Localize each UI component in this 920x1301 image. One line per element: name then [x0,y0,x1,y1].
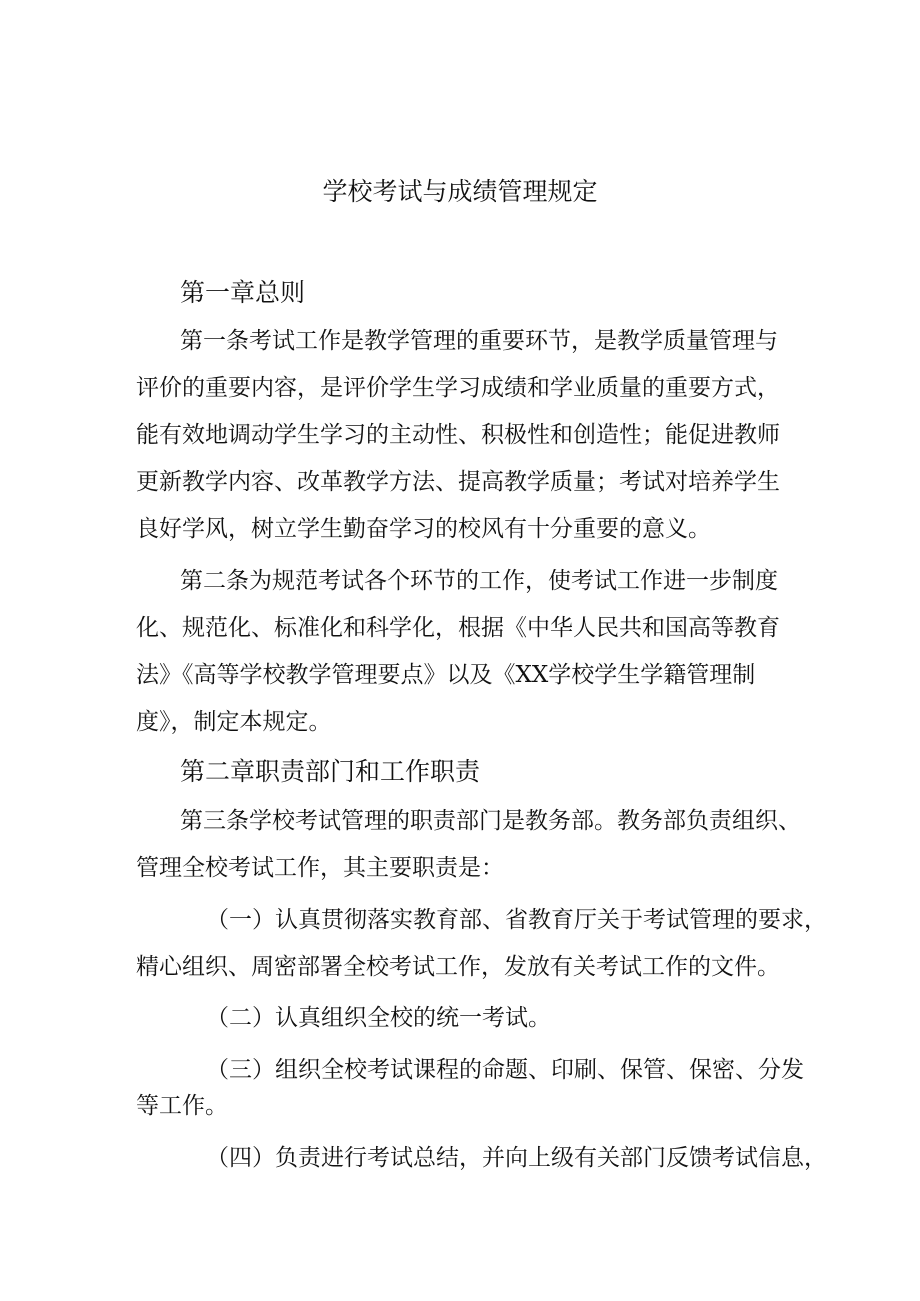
chapter2-heading: 第二章职责部门和工作职责 [180,757,481,786]
paragraph-line: 第一条考试工作是教学管理的重要环节，是教学质量管理与 [180,328,778,354]
document-title: 学校考试与成绩管理规定 [322,177,598,206]
paragraph-line: 更新教学内容、改革教学方法、提高教学质量；考试对培养学生 [136,469,780,495]
paragraph-line: （三）组织全校考试课程的命题、印刷、保管、保密、分发 [206,1057,804,1083]
paragraph-line: 等工作。 [136,1093,228,1119]
paragraph-line: （二）认真组织全校的统一考试。 [206,1005,551,1031]
paragraph-line: （四）负责进行考试总结，并向上级有关部门反馈考试信息， [206,1145,827,1171]
paragraph-line: 良好学风，树立学生勤奋学习的校风有十分重要的意义。 [136,516,711,542]
paragraph-line: 精心组织、周密部署全校考试工作，发放有关考试工作的文件。 [136,954,780,980]
paragraph-line: 能有效地调动学生学习的主动性、积极性和创造性；能促进教师 [136,422,780,448]
paragraph-line: 法》《高等学校教学管理要点》以及《XX学校学生学籍管理制 [136,662,756,688]
chapter1-heading: 第一章总则 [180,278,306,307]
paragraph-line: 度》，制定本规定。 [136,709,332,735]
paragraph-line: 化、规范化、标准化和科学化，根据《中华人民共和国高等教育 [136,615,780,641]
paragraph-line: 第二条为规范考试各个环节的工作，使考试工作进一步制度 [180,568,778,594]
paragraph-line: 第三条学校考试管理的职责部门是教务部。教务部负责组织、 [180,808,801,834]
paragraph-line: （一）认真贯彻落实教育部、省教育厅关于考试管理的要求， [206,907,827,933]
paragraph-line: 管理全校考试工作，其主要职责是： [136,855,504,881]
paragraph-line: 评价的重要内容，是评价学生学习成绩和学业质量的重要方式， [136,375,780,401]
